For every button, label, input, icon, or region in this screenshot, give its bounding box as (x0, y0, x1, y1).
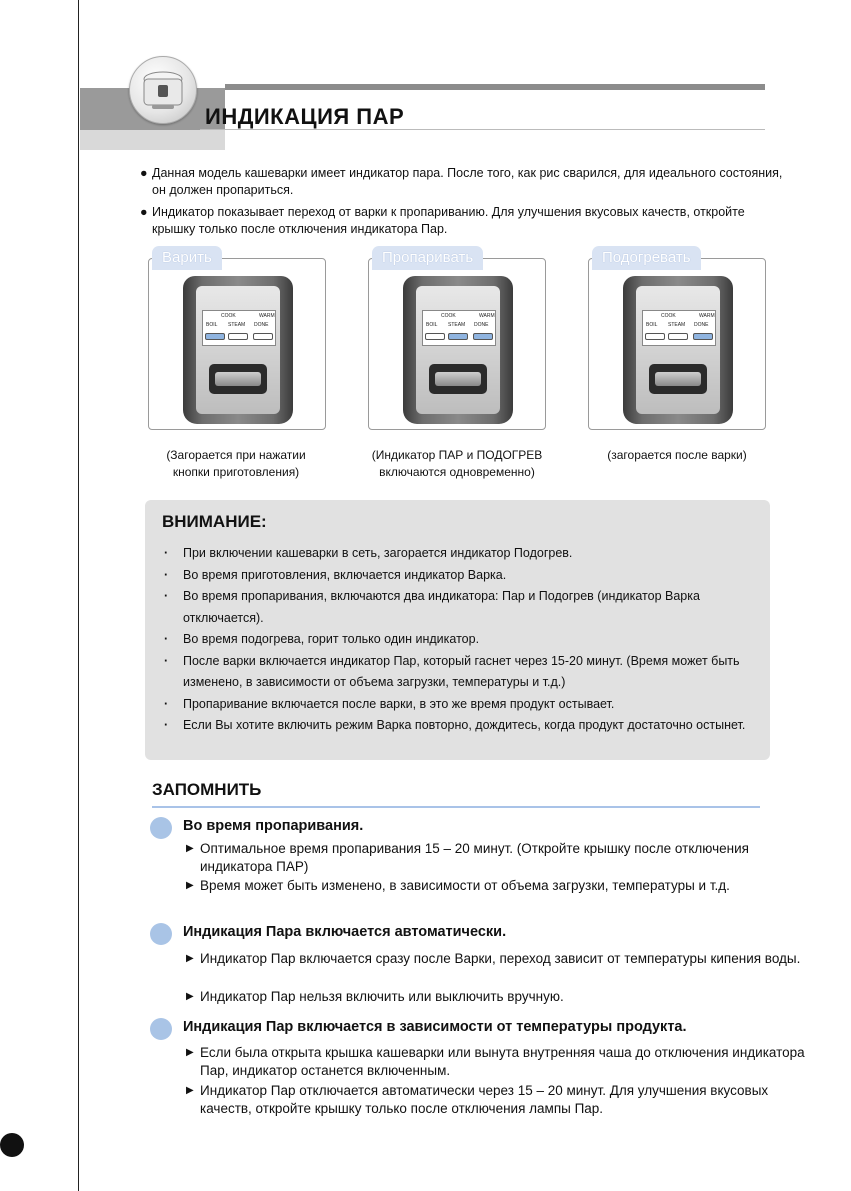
page-marker-dot (0, 1133, 24, 1157)
warning-item: · После варки включается индикатор Пар, который гаснет через 15-20 минут. (Время может быть изменено, в зависимости от объема загрузки, температуры и т.д.) (162, 651, 767, 694)
arrow-right-icon: ▶ (186, 843, 194, 854)
bullet-icon: ● (140, 205, 148, 219)
control-panel: COOK WARM BOIL STEAM DONE (642, 310, 716, 346)
rice-cooker-icon (129, 56, 197, 124)
warning-item: · Во время пропаривания, включаются два индикатора: Пар и Подогрев (индикатор Варка отключается). (162, 586, 767, 629)
cooker-front-illustration (623, 276, 733, 424)
section-marker-icon (150, 923, 172, 945)
mode-tab-warm: Подогревать (592, 246, 701, 270)
done-led-on (473, 333, 493, 340)
cooker-front-illustration (403, 276, 513, 424)
header-bar (225, 84, 765, 90)
warning-list (162, 543, 767, 737)
remember-divider (152, 806, 760, 808)
steam-led (228, 333, 248, 340)
cook-button (429, 364, 487, 394)
remember-item: ▶ Индикатор Пар включается сразу после Варки, переход зависит от температуры кипения воды. (186, 951, 801, 966)
remember-item: ▶ Индикатор Пар отключается автоматически через 15 – 20 минут. Для улучшения вкусовых качеств, откройте крышку только после отключения лампы Пар. (186, 1083, 769, 1116)
remember-section-title: Во время пропаривания. (183, 818, 364, 834)
warning-item: · Если Вы хотите включить режим Варка повторно, дождитесь, когда продукт достаточно остынет. (162, 715, 767, 737)
panel-caption-boil: (Загорается при нажатии кнопки приготовления) (166, 448, 306, 479)
done-led-on (693, 333, 713, 340)
control-panel: COOK WARM BOIL STEAM DONE (422, 310, 496, 346)
mode-tab-boil: Варить (152, 246, 222, 270)
boil-led (645, 333, 665, 340)
warning-item: · Во время приготовления, включается индикатор Варка. (162, 565, 767, 587)
remember-section-title: Индикация Пар включается в зависимости от температуры продукта. (183, 1019, 687, 1035)
warning-item: · Во время подогрева, горит только один индикатор. (162, 629, 767, 651)
remember-section-title: Индикация Пара включается автоматически. (183, 924, 507, 940)
cook-button (649, 364, 707, 394)
remember-item: ▶ Оптимальное время пропаривания 15 – 20 минут. (Откройте крышку после отключения индикатора ПАР) (186, 841, 749, 874)
page-title: ИНДИКАЦИЯ ПАР (205, 104, 405, 129)
warning-item: · Пропаривание включается после варки, в это же время продукт остывает. (162, 694, 767, 716)
mode-tab-steam: Пропаривать (372, 246, 483, 270)
warning-title: ВНИМАНИЕ: (162, 512, 267, 531)
arrow-right-icon: ▶ (186, 880, 194, 891)
arrow-right-icon: ▶ (186, 953, 194, 964)
done-led (253, 333, 273, 340)
page-edge-line (78, 0, 79, 1191)
panel-caption-steam: (Индикатор ПАР и ПОДОГРЕВ включаются одновременно) (371, 448, 543, 479)
boil-led (425, 333, 445, 340)
header-block-light (80, 130, 225, 150)
arrow-right-icon: ▶ (186, 1047, 194, 1058)
steam-led (668, 333, 688, 340)
section-marker-icon (150, 1018, 172, 1040)
remember-title: ЗАПОМНИТЬ (152, 780, 262, 799)
remember-item: ▶ Если была открыта крышка кашеварки или вынута внутренняя чаша до отключения индикатора Пар, индикатор останется включенным. (186, 1045, 805, 1078)
remember-item: ▶ Индикатор Пар нельзя включить или выключить вручную. (186, 989, 564, 1004)
intro-paragraph-2: ● Индикатор показывает переход от варки к пропариванию. Для улучшения вкусовых качеств, откройте крышку только после отключения индикатора Пар. (140, 205, 745, 236)
boil-led-on (205, 333, 225, 340)
bullet-icon: ● (140, 166, 148, 180)
steam-led-on (448, 333, 468, 340)
arrow-right-icon: ▶ (186, 1085, 194, 1096)
section-marker-icon (150, 817, 172, 839)
panel-caption-warm: (загорается после варки) (607, 448, 747, 462)
warning-item: · При включении кашеварки в сеть, загорается индикатор Подогрев. (162, 543, 767, 565)
arrow-right-icon: ▶ (186, 991, 194, 1002)
cook-button (209, 364, 267, 394)
remember-item: ▶ Время может быть изменено, в зависимости от объема загрузки, температуры и т.д. (186, 878, 730, 893)
intro-paragraph-1: ● Данная модель кашеварки имеет индикатор пара. После того, как рис сварился, для идеального состояния, он должен пропариться. (140, 166, 783, 197)
control-panel: COOK WARM BOIL STEAM DONE (202, 310, 276, 346)
cooker-front-illustration (183, 276, 293, 424)
